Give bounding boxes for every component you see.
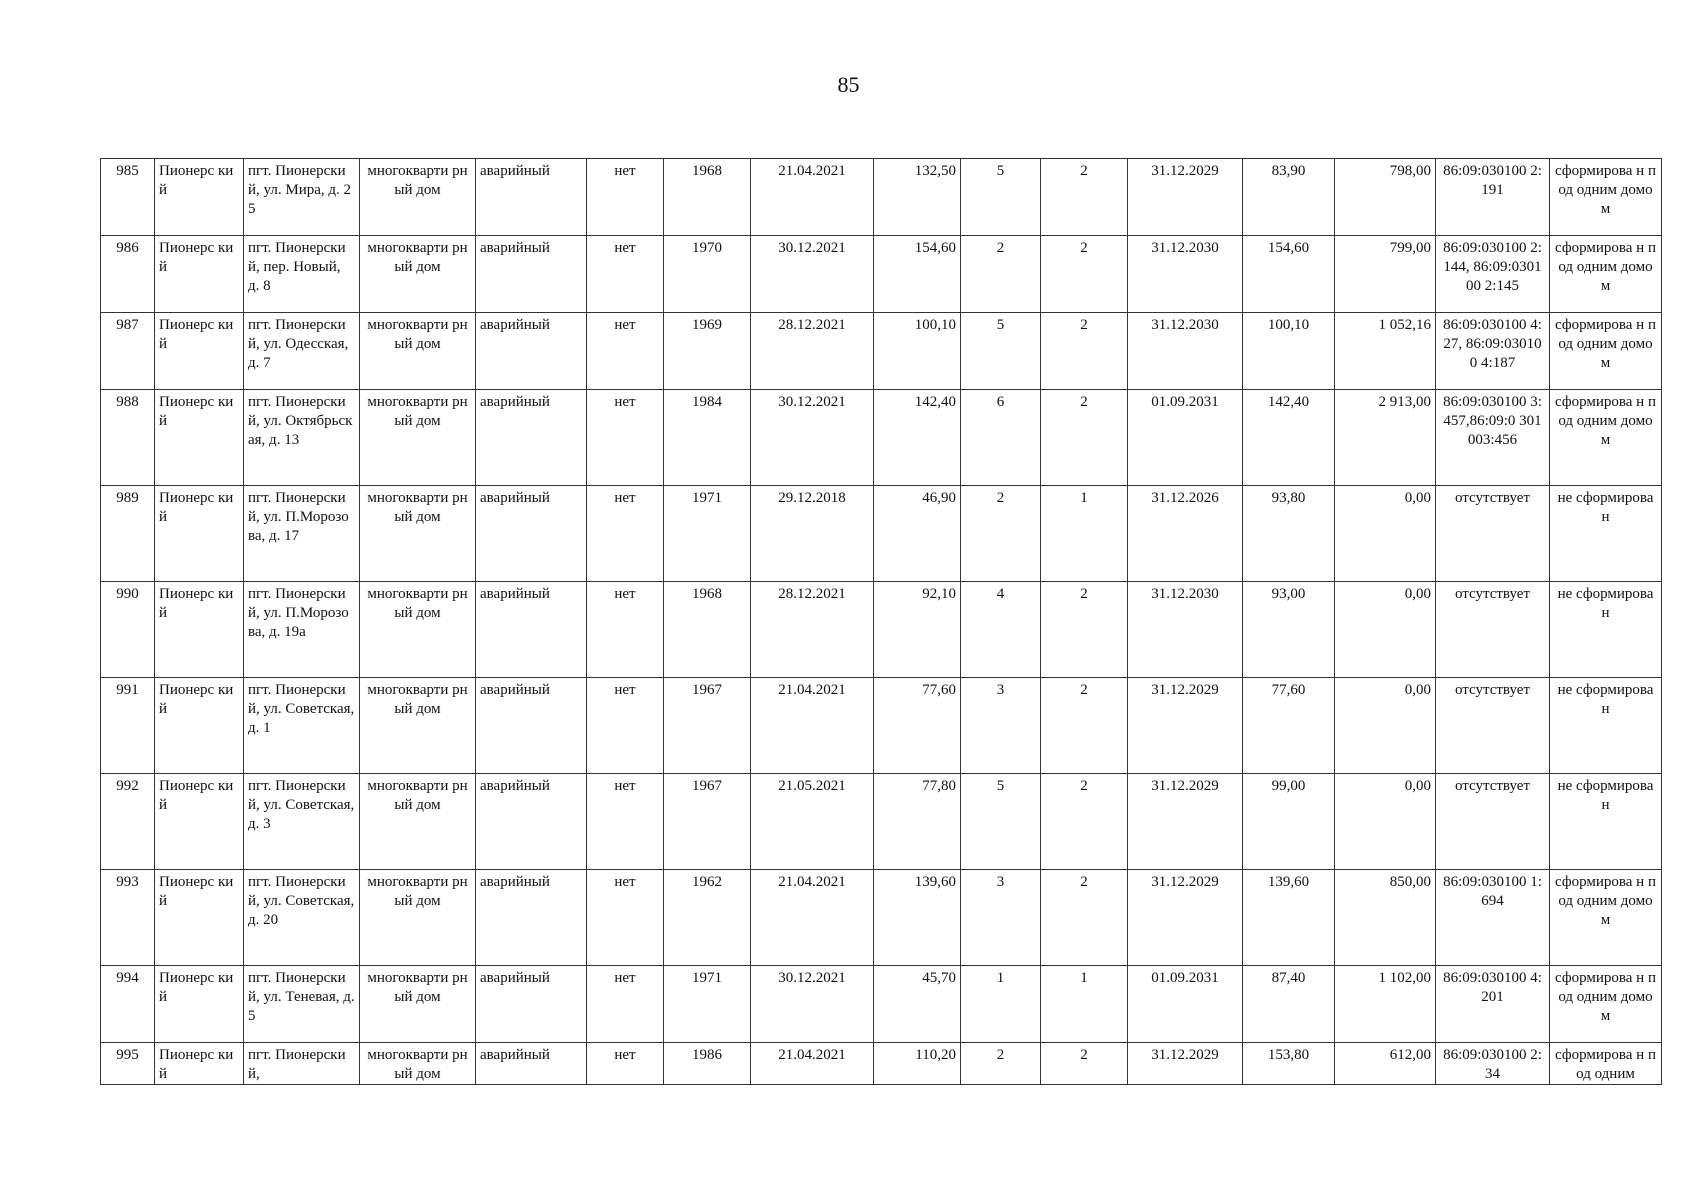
cell-date: 30.12.2021	[751, 236, 874, 313]
cell-address: пгт. Пионерский, ул. Одесская, д. 7	[244, 313, 360, 390]
cell-flats: 2	[1041, 159, 1128, 236]
cell-land-area: 1 102,00	[1335, 966, 1436, 1043]
cell-status: нет	[587, 774, 664, 870]
cell-type: многокварти рный дом	[360, 582, 476, 678]
cell-land-status: не сформирова н	[1550, 486, 1662, 582]
cell-cadastral: отсутствует	[1436, 774, 1550, 870]
cell-residents: 5	[961, 774, 1041, 870]
cell-residents: 2	[961, 236, 1041, 313]
cell-year: 1962	[664, 870, 751, 966]
cell-status: нет	[587, 582, 664, 678]
cell-condition: аварийный	[476, 774, 587, 870]
cell-cadastral: отсутствует	[1436, 582, 1550, 678]
cell-cadastral: 86:09:030100 4:27, 86:09:030100 4:187	[1436, 313, 1550, 390]
cell-year: 1969	[664, 313, 751, 390]
cell-land-status: не сформирова н	[1550, 774, 1662, 870]
cell-total-area: 77,60	[1243, 678, 1335, 774]
cell-total-area: 99,00	[1243, 774, 1335, 870]
cell-deadline: 31.12.2030	[1128, 236, 1243, 313]
cell-type: многокварти рный дом	[360, 1043, 476, 1085]
cell-total-area: 139,60	[1243, 870, 1335, 966]
cell-cadastral: 86:09:030100 2:34	[1436, 1043, 1550, 1085]
cell-year: 1967	[664, 774, 751, 870]
cell-year: 1968	[664, 159, 751, 236]
cell-total-area: 153,80	[1243, 1043, 1335, 1085]
cell-condition: аварийный	[476, 582, 587, 678]
table-row	[101, 774, 1662, 870]
cell-municipality: Пионерс кий	[155, 486, 244, 582]
cell-date: 29.12.2018	[751, 486, 874, 582]
cell-no: 990	[101, 582, 155, 678]
cell-land-area: 1 052,16	[1335, 313, 1436, 390]
cell-residents: 3	[961, 678, 1041, 774]
cell-type: многокварти рный дом	[360, 966, 476, 1043]
cell-cadastral: отсутствует	[1436, 486, 1550, 582]
cell-land-area: 612,00	[1335, 1043, 1436, 1085]
cell-date: 21.04.2021	[751, 1043, 874, 1085]
cell-cadastral: отсутствует	[1436, 678, 1550, 774]
cell-cadastral: 86:09:030100 2:191	[1436, 159, 1550, 236]
cell-residents: 2	[961, 486, 1041, 582]
cell-land-area: 850,00	[1335, 870, 1436, 966]
cell-deadline: 31.12.2030	[1128, 313, 1243, 390]
cell-land-area: 0,00	[1335, 582, 1436, 678]
cell-status: нет	[587, 159, 664, 236]
cell-status: нет	[587, 678, 664, 774]
cell-no: 988	[101, 390, 155, 486]
cell-land-area: 0,00	[1335, 678, 1436, 774]
cell-flats: 2	[1041, 236, 1128, 313]
cell-cadastral: 86:09:030100 3:457,86:09:0 301003:456	[1436, 390, 1550, 486]
cell-cadastral: 86:09:030100 1:694	[1436, 870, 1550, 966]
cell-area: 110,20	[874, 1043, 961, 1085]
cell-address: пгт. Пионерский, ул. Мира, д. 25	[244, 159, 360, 236]
cell-date: 21.04.2021	[751, 678, 874, 774]
cell-year: 1984	[664, 390, 751, 486]
cell-no: 993	[101, 870, 155, 966]
table-row	[101, 236, 1662, 313]
cell-total-area: 83,90	[1243, 159, 1335, 236]
cell-type: многокварти рный дом	[360, 774, 476, 870]
cell-municipality: Пионерс кий	[155, 1043, 244, 1085]
cell-status: нет	[587, 486, 664, 582]
cell-date: 28.12.2021	[751, 313, 874, 390]
cell-municipality: Пионерс кий	[155, 390, 244, 486]
cell-year: 1986	[664, 1043, 751, 1085]
cell-residents: 3	[961, 870, 1041, 966]
table-row	[101, 678, 1662, 774]
cell-no: 991	[101, 678, 155, 774]
cell-date: 30.12.2021	[751, 966, 874, 1043]
cell-condition: аварийный	[476, 1043, 587, 1085]
cell-flats: 2	[1041, 1043, 1128, 1085]
cell-date: 28.12.2021	[751, 582, 874, 678]
cell-condition: аварийный	[476, 870, 587, 966]
cell-area: 77,60	[874, 678, 961, 774]
cell-no: 995	[101, 1043, 155, 1085]
cell-flats: 2	[1041, 870, 1128, 966]
cell-total-area: 142,40	[1243, 390, 1335, 486]
cell-condition: аварийный	[476, 236, 587, 313]
cell-type: многокварти рный дом	[360, 678, 476, 774]
cell-area: 100,10	[874, 313, 961, 390]
cell-address: пгт. Пионерский, ул. Октябрьская, д. 13	[244, 390, 360, 486]
cell-address: пгт. Пионерский, ул. Советская, д. 3	[244, 774, 360, 870]
cell-land-area: 799,00	[1335, 236, 1436, 313]
cell-land-area: 798,00	[1335, 159, 1436, 236]
cell-deadline: 31.12.2030	[1128, 582, 1243, 678]
cell-total-area: 93,00	[1243, 582, 1335, 678]
cell-area: 154,60	[874, 236, 961, 313]
cell-type: многокварти рный дом	[360, 486, 476, 582]
cell-year: 1970	[664, 236, 751, 313]
cell-date: 21.05.2021	[751, 774, 874, 870]
cell-residents: 6	[961, 390, 1041, 486]
cell-total-area: 93,80	[1243, 486, 1335, 582]
cell-total-area: 87,40	[1243, 966, 1335, 1043]
table-row	[101, 1043, 1662, 1085]
cell-municipality: Пионерс кий	[155, 774, 244, 870]
cell-deadline: 31.12.2029	[1128, 774, 1243, 870]
cell-address: пгт. Пионерский, ул. П.Морозова, д. 19а	[244, 582, 360, 678]
cell-year: 1967	[664, 678, 751, 774]
cell-year: 1971	[664, 966, 751, 1043]
cell-no: 985	[101, 159, 155, 236]
cell-area: 45,70	[874, 966, 961, 1043]
table-row	[101, 966, 1662, 1043]
cell-land-status: сформирова н под одним	[1550, 1043, 1662, 1085]
table-row	[101, 313, 1662, 390]
cell-status: нет	[587, 236, 664, 313]
cell-municipality: Пионерс кий	[155, 313, 244, 390]
cell-land-area: 2 913,00	[1335, 390, 1436, 486]
cell-land-status: сформирова н под одним домом	[1550, 870, 1662, 966]
cell-status: нет	[587, 313, 664, 390]
cell-area: 139,60	[874, 870, 961, 966]
housing-registry-table	[100, 158, 1662, 1085]
cell-deadline: 01.09.2031	[1128, 966, 1243, 1043]
cell-address: пгт. Пионерский, ул. Советская, д. 1	[244, 678, 360, 774]
cell-date: 21.04.2021	[751, 159, 874, 236]
cell-address: пгт. Пионерский,	[244, 1043, 360, 1085]
cell-land-status: не сформирова н	[1550, 678, 1662, 774]
page-number: 85	[837, 72, 860, 97]
cell-land-status: сформирова н под одним домом	[1550, 236, 1662, 313]
cell-year: 1971	[664, 486, 751, 582]
cell-land-status: не сформирова н	[1550, 582, 1662, 678]
cell-date: 30.12.2021	[751, 390, 874, 486]
cell-flats: 2	[1041, 582, 1128, 678]
cell-area: 77,80	[874, 774, 961, 870]
cell-land-status: сформирова н под одним домом	[1550, 313, 1662, 390]
cell-area: 142,40	[874, 390, 961, 486]
cell-status: нет	[587, 390, 664, 486]
cell-deadline: 31.12.2029	[1128, 678, 1243, 774]
cell-land-area: 0,00	[1335, 486, 1436, 582]
cell-type: многокварти рный дом	[360, 390, 476, 486]
table-row	[101, 486, 1662, 582]
cell-flats: 1	[1041, 486, 1128, 582]
cell-deadline: 31.12.2026	[1128, 486, 1243, 582]
cell-land-status: сформирова н под одним домом	[1550, 966, 1662, 1043]
cell-no: 994	[101, 966, 155, 1043]
cell-flats: 1	[1041, 966, 1128, 1043]
cell-address: пгт. Пионерский, ул. Советская, д. 20	[244, 870, 360, 966]
cell-type: многокварти рный дом	[360, 159, 476, 236]
cell-municipality: Пионерс кий	[155, 236, 244, 313]
cell-deadline: 31.12.2029	[1128, 1043, 1243, 1085]
cell-condition: аварийный	[476, 678, 587, 774]
cell-land-status: сформирова н под одним домом	[1550, 159, 1662, 236]
cell-status: нет	[587, 1043, 664, 1085]
cell-land-status: сформирова н под одним домом	[1550, 390, 1662, 486]
cell-no: 986	[101, 236, 155, 313]
cell-flats: 2	[1041, 313, 1128, 390]
cell-address: пгт. Пионерский, ул. П.Морозова, д. 17	[244, 486, 360, 582]
cell-condition: аварийный	[476, 486, 587, 582]
cell-condition: аварийный	[476, 159, 587, 236]
cell-no: 992	[101, 774, 155, 870]
cell-area: 132,50	[874, 159, 961, 236]
cell-land-area: 0,00	[1335, 774, 1436, 870]
cell-total-area: 154,60	[1243, 236, 1335, 313]
cell-residents: 5	[961, 313, 1041, 390]
cell-residents: 5	[961, 159, 1041, 236]
cell-condition: аварийный	[476, 966, 587, 1043]
cell-condition: аварийный	[476, 313, 587, 390]
table-row	[101, 390, 1662, 486]
cell-type: многокварти рный дом	[360, 313, 476, 390]
cell-date: 21.04.2021	[751, 870, 874, 966]
cell-area: 92,10	[874, 582, 961, 678]
cell-no: 987	[101, 313, 155, 390]
table-row	[101, 582, 1662, 678]
cell-address: пгт. Пионерский, ул. Теневая, д. 5	[244, 966, 360, 1043]
cell-cadastral: 86:09:030100 2:144, 86:09:030100 2:145	[1436, 236, 1550, 313]
cell-no: 989	[101, 486, 155, 582]
table-row	[101, 159, 1662, 236]
cell-residents: 4	[961, 582, 1041, 678]
cell-deadline: 01.09.2031	[1128, 390, 1243, 486]
cell-status: нет	[587, 870, 664, 966]
cell-type: многокварти рный дом	[360, 236, 476, 313]
cell-residents: 2	[961, 1043, 1041, 1085]
cell-municipality: Пионерс кий	[155, 966, 244, 1043]
cell-residents: 1	[961, 966, 1041, 1043]
cell-flats: 2	[1041, 774, 1128, 870]
table-row	[101, 870, 1662, 966]
cell-status: нет	[587, 966, 664, 1043]
cell-condition: аварийный	[476, 390, 587, 486]
cell-flats: 2	[1041, 678, 1128, 774]
cell-address: пгт. Пионерский, пер. Новый, д. 8	[244, 236, 360, 313]
cell-municipality: Пионерс кий	[155, 582, 244, 678]
cell-municipality: Пионерс кий	[155, 678, 244, 774]
cell-total-area: 100,10	[1243, 313, 1335, 390]
cell-municipality: Пионерс кий	[155, 159, 244, 236]
cell-year: 1968	[664, 582, 751, 678]
cell-area: 46,90	[874, 486, 961, 582]
cell-municipality: Пионерс кий	[155, 870, 244, 966]
cell-flats: 2	[1041, 390, 1128, 486]
cell-deadline: 31.12.2029	[1128, 159, 1243, 236]
cell-cadastral: 86:09:030100 4:201	[1436, 966, 1550, 1043]
cell-deadline: 31.12.2029	[1128, 870, 1243, 966]
cell-type: многокварти рный дом	[360, 870, 476, 966]
